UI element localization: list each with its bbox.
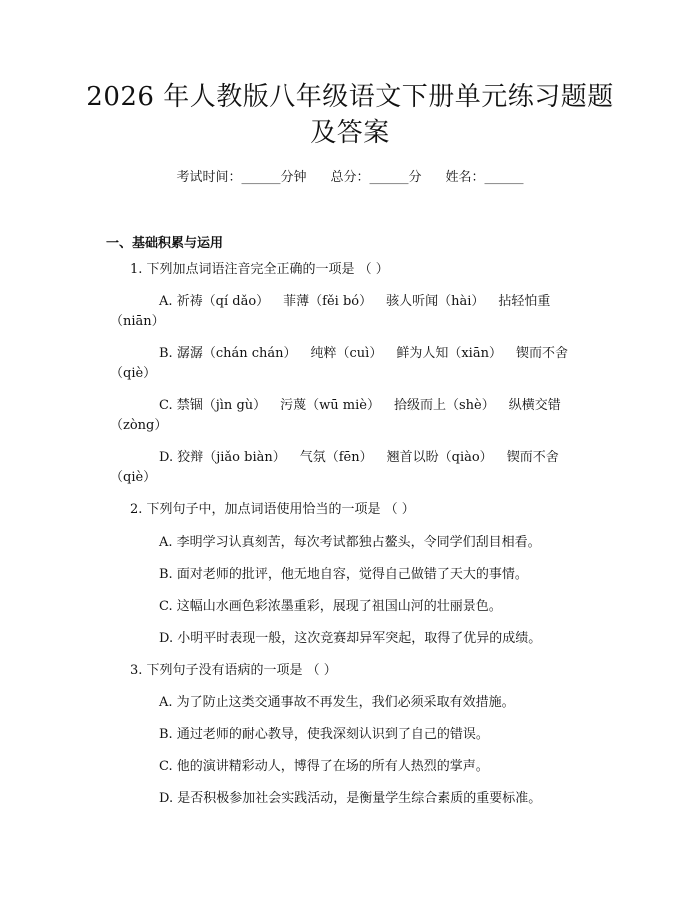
question-3-stem: 3. 下列句子没有语病的一项是 （ ）: [130, 663, 337, 678]
question-1-option-a-cont: （niān）: [110, 314, 165, 329]
section-heading: 一、基础积累与运用: [106, 236, 224, 251]
question-1-option-b: [159, 346, 568, 362]
question-1-option-c-cont: （zòng）: [110, 418, 168, 433]
question-1-stem: 1. 下列加点词语注音完全正确的一项是 （ ）: [130, 262, 389, 277]
question-3-option-a: A. 为了防止这类交通事故不再发生，我们必须采取有效措施。: [159, 695, 515, 710]
question-1-option-d-cont: （qiè）: [110, 470, 157, 485]
option-part: C. 禁锢（jìn gù）: [159, 398, 267, 413]
option-part: 锲而不舍: [506, 450, 559, 465]
question-1-option-c: [159, 398, 561, 414]
question-3-option-c: C. 他的演讲精彩动人，博得了在场的所有人热烈的掌声。: [159, 759, 489, 774]
option-part: 拾级而上（shè）: [393, 398, 495, 413]
page-title-line-2: 及答案: [310, 118, 390, 148]
exam-time: 考试时间：______分钟: [176, 170, 307, 185]
option-part: 鲜为人知（xiān）: [396, 346, 502, 361]
option-part: 污蔑（wū miè）: [280, 398, 380, 413]
question-3-option-b: B. 通过老师的耐心教导，使我深刻认识到了自己的错误。: [159, 727, 489, 742]
question-2-option-a: A. 李明学习认真刻苦，每次考试都独占鳌头，令同学们刮目相看。: [159, 535, 541, 550]
question-2-option-d: D. 小明平时表现一般，这次竞赛却异军突起，取得了优异的成绩。: [159, 631, 542, 646]
student-name: 姓名：______: [445, 170, 524, 185]
option-part: D. 狡辩（jiǎo biàn）: [159, 450, 286, 465]
question-1-option-b-cont: （qiè）: [110, 366, 157, 381]
option-part: 纵横交错: [508, 398, 561, 413]
question-2-option-c: C. 这幅山水画色彩浓墨重彩，展现了祖国山河的壮丽景色。: [159, 599, 502, 614]
total-score: 总分：______分: [330, 170, 422, 185]
question-1-option-d: [159, 450, 559, 466]
option-part: 气氛（fēn）: [299, 450, 373, 465]
question-2-stem: 2. 下列句子中，加点词语使用恰当的一项是 （ ）: [130, 502, 415, 517]
option-part: 菲薄（fěi bó）: [283, 294, 373, 309]
question-2-option-b: B. 面对老师的批评，他无地自容，觉得自己做错了天大的事情。: [159, 567, 528, 582]
option-part: 锲而不舍: [515, 346, 568, 361]
option-part: B. 潺潺（chán chán）: [159, 346, 297, 361]
page-title-line-1: 2026 年人教版八年级语文下册单元练习题题: [86, 82, 614, 112]
option-part: 翘首以盼（qiào）: [386, 450, 493, 465]
exam-meta: [0, 170, 700, 186]
question-3-option-d: D. 是否积极参加社会实践活动，是衡量学生综合素质的重要标准。: [159, 791, 542, 806]
option-part: A. 祈祷（qí dǎo）: [159, 294, 270, 309]
question-1-option-a: [159, 294, 550, 310]
option-part: 骇人听闻（hài）: [386, 294, 485, 309]
option-part: 纯粹（cuì）: [310, 346, 383, 361]
option-part: 拈轻怕重: [498, 294, 551, 309]
